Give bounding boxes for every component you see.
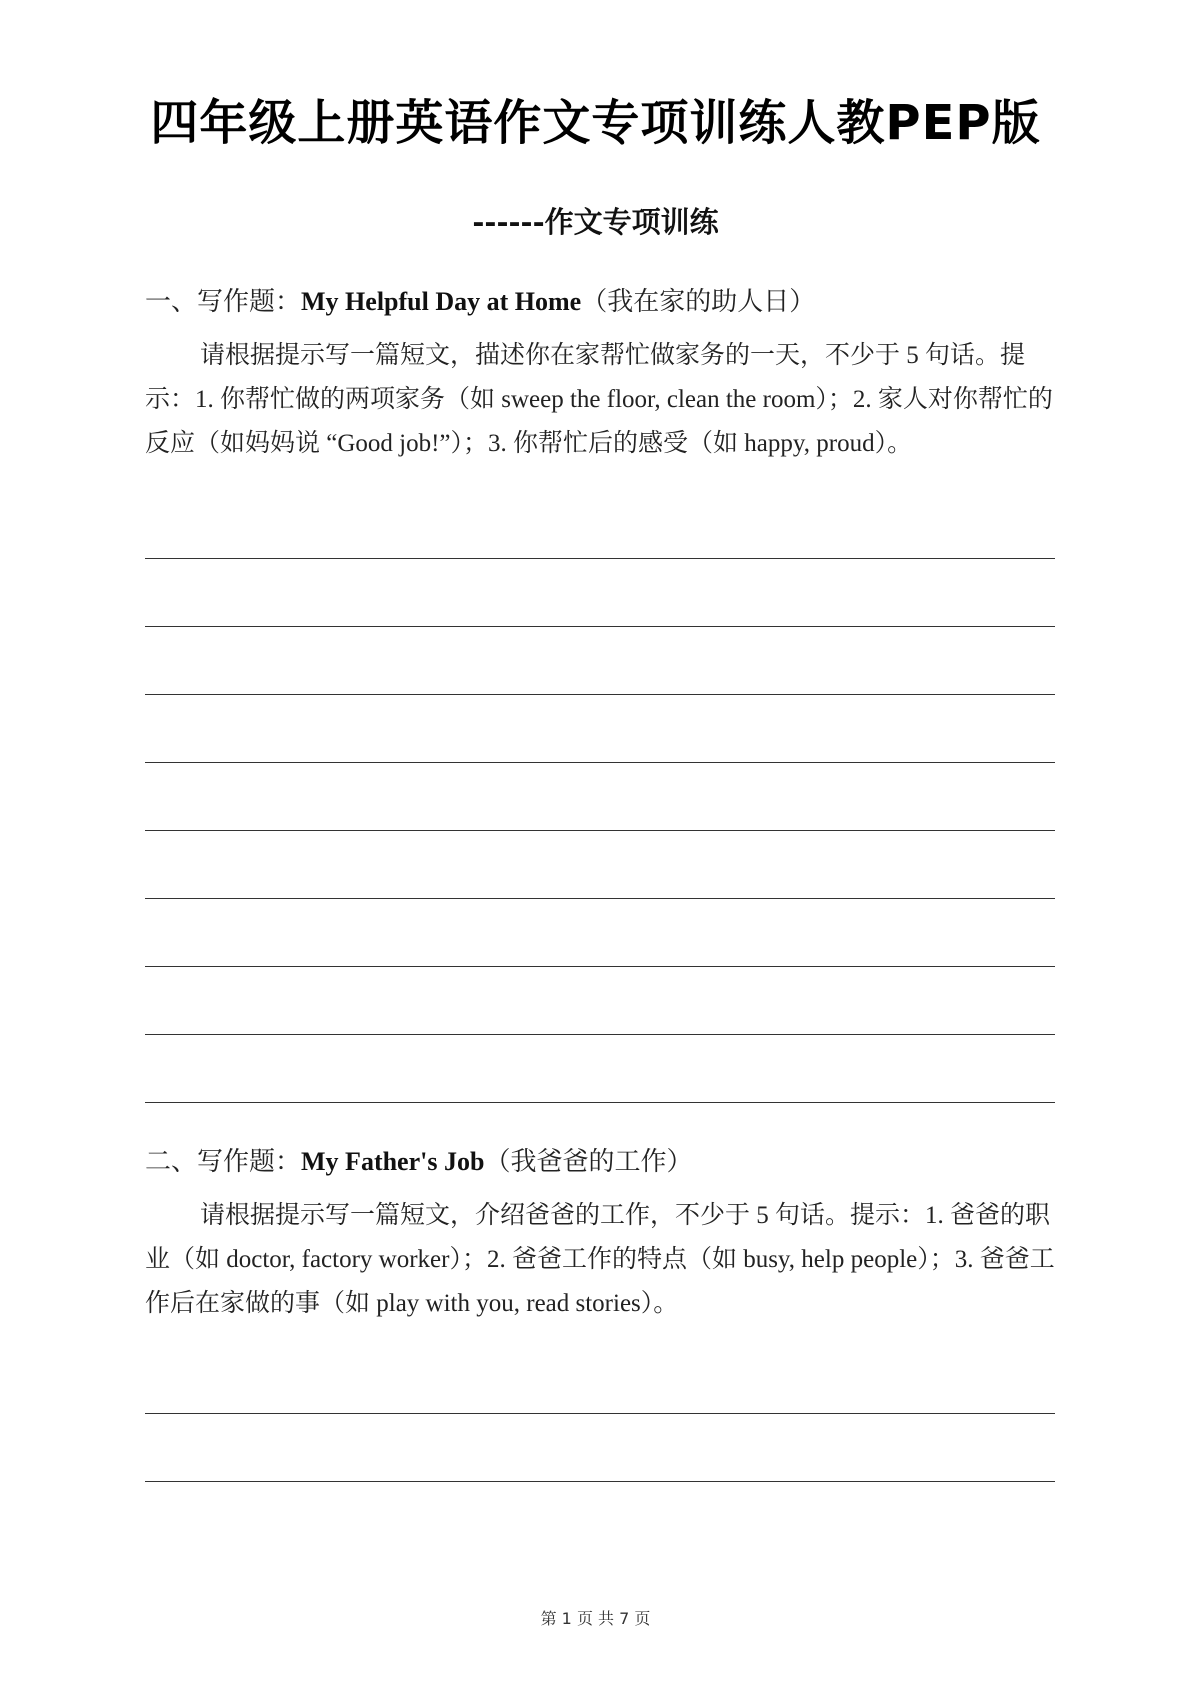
document-title: 四年级上册英语作文专项训练人教PEP版: [150, 95, 1041, 151]
answer-line[interactable]: [145, 1413, 1055, 1414]
task-1-instructions: 请根据提示写一篇短文，描述你在家帮忙做家务的一天，不少于 5 句话。提示：1. 你帮忙做的两项家务（如 sweep the floor, clean the room）；2. 家人对你帮忙的反应（如妈妈说 “Good job!”）；3. 你帮忙后的感受（如 happy, proud）。: [145, 342, 1053, 457]
task-2-instructions: 请根据提示写一篇短文，介绍爸爸的工作，不少于 5 句话。提示：1. 爸爸的职业（如 doctor, factory worker）；2. 爸爸工作的特点（如 busy, help people）；3. 爸爸工作后在家做的事（如 play with you, read stories）。: [145, 1202, 1055, 1317]
writing-task-2: [145, 1144, 1055, 1326]
answer-line[interactable]: [145, 558, 1055, 559]
answer-line[interactable]: [145, 1034, 1055, 1035]
answer-line[interactable]: [145, 966, 1055, 967]
task-2-title-cn: （我爸爸的工作）: [484, 1147, 693, 1176]
task-1-heading: [145, 284, 1055, 320]
task-1-title-en: My Helpful Day at Home: [301, 287, 582, 316]
answer-line[interactable]: [145, 830, 1055, 831]
answer-line[interactable]: [145, 626, 1055, 627]
document-subtitle: ------作文专项训练: [472, 205, 719, 239]
page-number: 第 1 页 共 7 页: [540, 1609, 651, 1628]
task-1-number: 一、写作题：: [145, 287, 302, 316]
answer-line[interactable]: [145, 1481, 1055, 1482]
task-1-title-cn: （我在家的助人日）: [581, 287, 816, 316]
task-2-title-en: My Father's Job: [301, 1147, 485, 1176]
answer-line[interactable]: [145, 1102, 1055, 1103]
writing-task-1: [145, 284, 1055, 466]
task-2-heading: [145, 1144, 1055, 1180]
task-2-number: 二、写作题：: [145, 1147, 302, 1176]
answer-line[interactable]: [145, 898, 1055, 899]
answer-line[interactable]: [145, 762, 1055, 763]
answer-line[interactable]: [145, 694, 1055, 695]
